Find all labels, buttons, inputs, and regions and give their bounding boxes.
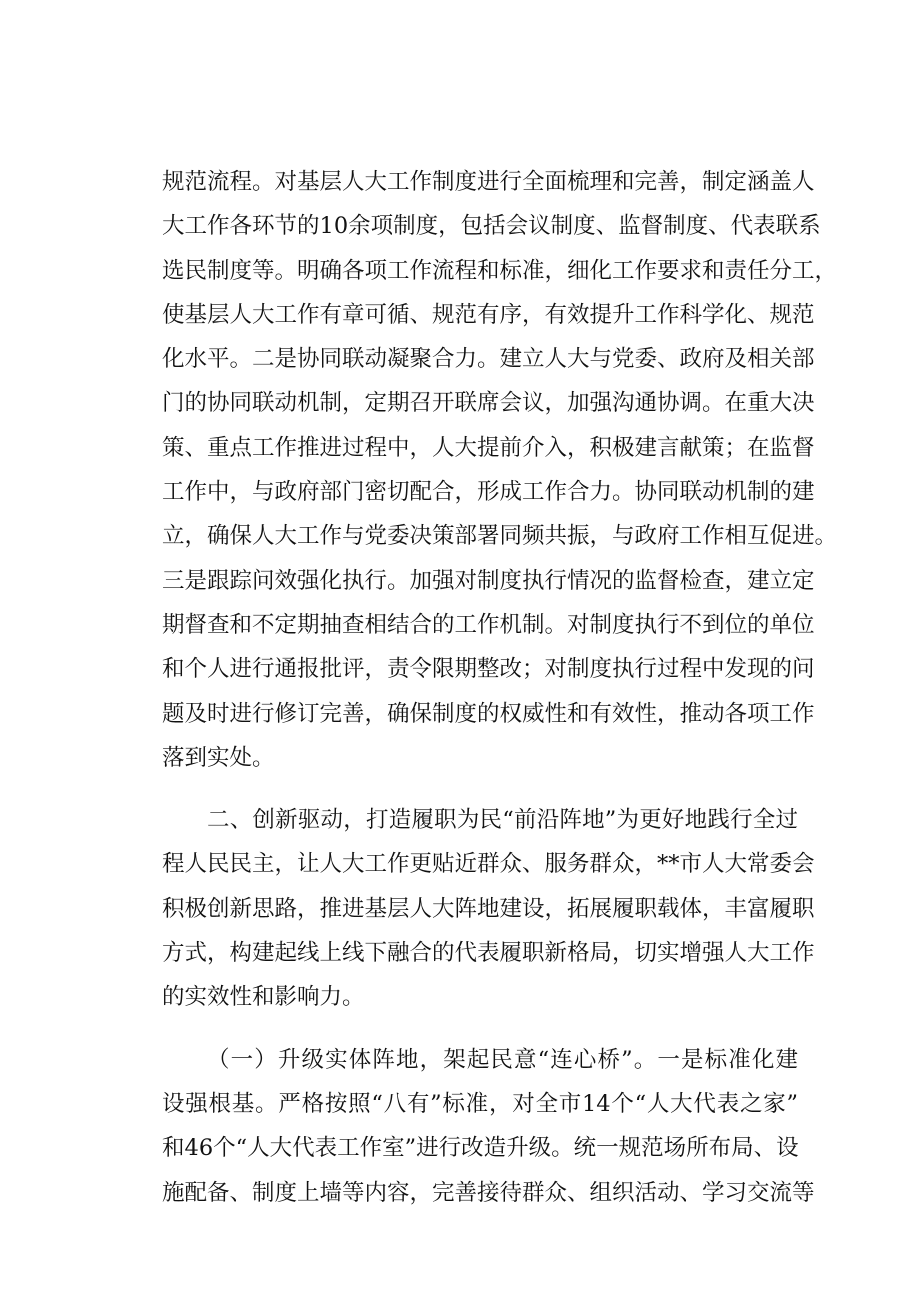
paragraph-2 <box>162 798 815 1019</box>
text-line: 策、重点工作推进过程中，人大提前介入，积极建言献策；在监督 <box>162 434 815 461</box>
text-line: 使基层人大工作有章可循、规范有序，有效提升工作科学化、规范 <box>162 301 815 328</box>
text-line: 和46个“人大代表工作室”进行改造升级。统一规范场所布局、设 <box>162 1135 799 1162</box>
text-line: 门的协同联动机制，定期召开联席会议，加强沟通协调。在重大决 <box>162 390 815 417</box>
paragraph-1 <box>162 160 838 780</box>
text-line: 的实效性和影响力。 <box>162 984 365 1011</box>
text-line: 选民制度等。明确各项工作流程和标准，细化工作要求和责任分工， <box>162 257 838 284</box>
text-line: 设强根基。严格按照“八有”标准，对全市14个“人大代表之家” <box>162 1090 798 1117</box>
text-line: 规范流程。对基层人大工作制度进行全面梳理和完善，制定涵盖人 <box>162 169 815 195</box>
text-line: 落到实处。 <box>162 744 275 771</box>
text-line: 方式，构建起线上线下融合的代表履职新格局，切实增强人大工作 <box>162 940 815 967</box>
text-line: 立，确保人大工作与党委决策部署同频共振，与政府工作相互促进。 <box>162 523 838 550</box>
text-line: 工作中，与政府部门密切配合，形成工作合力。协同联动机制的建 <box>162 479 815 506</box>
text-line: 化水平。二是协同联动凝聚合力。建立人大与党委、政府及相关部 <box>162 346 815 373</box>
text-line: 期督查和不定期抽查相结合的工作机制。对制度执行不到位的单位 <box>162 611 815 638</box>
text-line: 程人民民主，让人大工作更贴近群众、服务群众，**市人大常委会 <box>162 851 815 878</box>
paragraph-3 <box>162 1038 815 1215</box>
text-line: 三是跟踪问效强化执行。加强对制度执行情况的监督检查，建立定 <box>162 567 815 594</box>
document-page <box>162 160 838 1215</box>
text-line: 积极创新思路，推进基层人大阵地建设，拓展履职载体，丰富履职 <box>162 895 815 922</box>
section-heading-line: 二、创新驱动，打造履职为民“前沿阵地”为更好地践行全过 <box>207 807 798 834</box>
text-line: 题及时进行修订完善，确保制度的权威性和有效性，推动各项工作 <box>162 700 815 727</box>
text-line: 和个人进行通报批评，责令限期整改；对制度执行过程中发现的问 <box>162 656 815 683</box>
subsection-heading-line: （一）升级实体阵地，架起民意“连心桥”。一是标准化建 <box>207 1046 798 1073</box>
text-line: 施配备、制度上墙等内容，完善接待群众、组织活动、学习交流等 <box>162 1179 815 1206</box>
text-line: 大工作各环节的10余项制度，包括会议制度、监督制度、代表联系 <box>162 213 821 240</box>
